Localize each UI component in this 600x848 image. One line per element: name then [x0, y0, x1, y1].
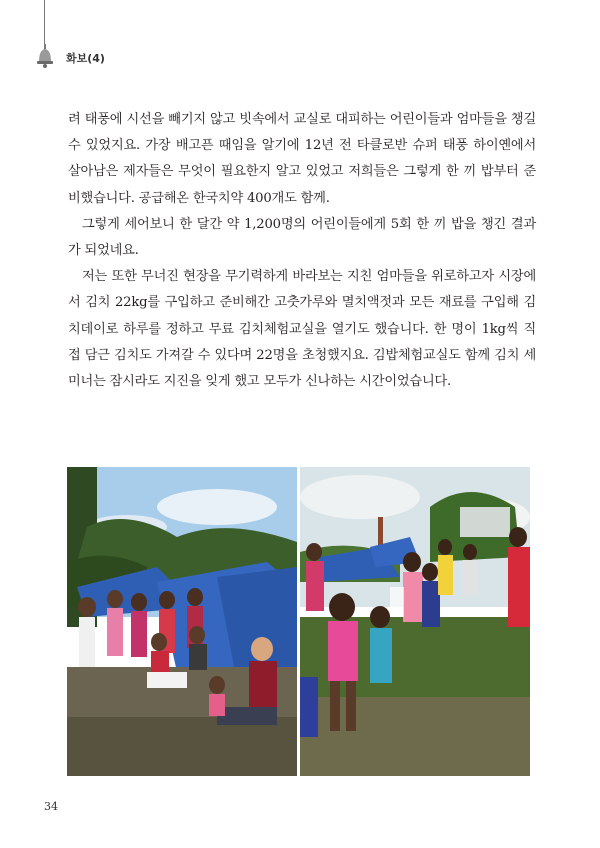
paragraph: 려 태풍에 시선을 빼기지 않고 빗속에서 교실로 대피하는 어린이들과 엄마들을 챙길 수 있었지요. 가장 배고픈 때임을 알기에 12년 전 타클로반 슈퍼 태풍 하이옌에서 살아남은 제자들은 무엇이 필요한지 알고 있었고 저희들은 그렇게 한 끼 밥부터 준비했습니다. 공급해온 한국치약 400개도 함께. — [68, 112, 536, 206]
paragraph: 그렇게 세어보니 한 달간 약 1,200명의 어린이들에게 5회 한 끼 밥을 챙긴 결과가 되었네요. — [68, 216, 536, 259]
paragraph: 저는 또한 무너진 현장을 무기력하게 바라보는 지친 엄마들을 위로하고자 시장에서 김치 22kg를 구입하고 준비해간 고춧가루와 멸치액젓과 모든 재료를 구입해 김치데이로 하루를 정하고 무료 김치체험교실을 열기도 했습니다. 한 명이 1kg씩 직접 담근 김치도 가져갈 수 있다며 22명을 초청했지요. 김밥체험교실도 함께 김치 세미너는 잠시라도 지진을 잊게 했고 모두가 신나하는 시간이었습니다. — [68, 269, 536, 390]
article-body — [68, 107, 536, 395]
photo-group-at-tents — [67, 467, 297, 776]
photo-children-in-line — [300, 467, 530, 776]
page-number: 34 — [44, 800, 58, 813]
section-title: 화보(4) — [66, 52, 105, 65]
header-ornament-line — [44, 0, 45, 50]
bell-icon — [36, 44, 54, 68]
